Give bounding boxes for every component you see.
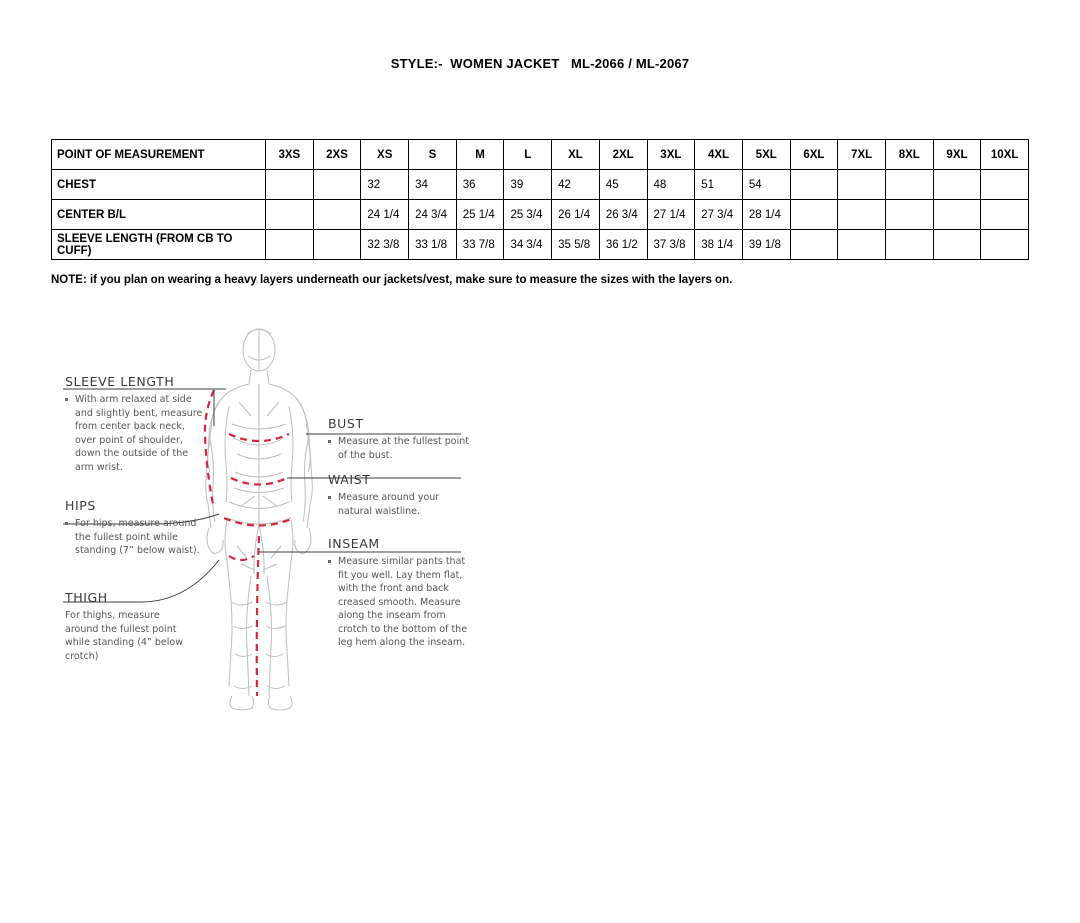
cell-sleeve-xl: 35 5/8 (552, 230, 600, 260)
callout-body-bust: Measure at the fullest point of the bust. (328, 435, 471, 462)
cell-centerbl-8xl (885, 200, 933, 230)
cell-centerbl-2xs (313, 200, 361, 230)
cell-sleeve-l: 34 3/4 (504, 230, 552, 260)
cell-sleeve-3xs (266, 230, 314, 260)
callout-inseam (328, 536, 471, 650)
column-header-s: S (409, 140, 457, 170)
cell-centerbl-2xl: 26 3/4 (599, 200, 647, 230)
column-header-9xl: 9XL (933, 140, 981, 170)
column-header-xl: XL (552, 140, 600, 170)
callout-body-hips: For hips, measure around the fullest point while standing (7” below waist). (65, 517, 203, 558)
cell-centerbl-6xl (790, 200, 838, 230)
cell-sleeve-10xl (981, 230, 1029, 260)
cell-centerbl-4xl: 27 3/4 (695, 200, 743, 230)
row-label-center-bl: CENTER B/L (52, 200, 266, 230)
callout-thigh (65, 590, 193, 663)
cell-sleeve-m: 33 7/8 (456, 230, 504, 260)
column-header-3xs: 3XS (266, 140, 314, 170)
cell-chest-6xl (790, 170, 838, 200)
body-outline-icon (206, 329, 313, 710)
table-header-row (52, 140, 1029, 170)
callout-title-inseam: INSEAM (328, 536, 380, 551)
callout-body-waist: Measure around your natural waistline. (328, 491, 471, 518)
thigh-measure-line (229, 556, 254, 560)
cell-centerbl-m: 25 1/4 (456, 200, 504, 230)
measurement-note: NOTE: if you plan on wearing a heavy layers underneath our jackets/vest, make sure to measure the sizes with the layers on. (51, 274, 733, 286)
callout-body-sleeve-length: With arm relaxed at side and slightly bent, measure from center back neck, over point of shoulder, down the outside of the arm wrist. (65, 393, 203, 474)
cell-chest-4xl: 51 (695, 170, 743, 200)
cell-sleeve-4xl: 38 1/4 (695, 230, 743, 260)
cell-chest-8xl (885, 170, 933, 200)
cell-chest-9xl (933, 170, 981, 200)
column-header-l: L (504, 140, 552, 170)
cell-sleeve-6xl (790, 230, 838, 260)
cell-chest-2xs (313, 170, 361, 200)
column-header-4xl: 4XL (695, 140, 743, 170)
measurement-diagram (51, 306, 471, 726)
cell-sleeve-7xl (838, 230, 886, 260)
size-chart-table (51, 139, 1029, 260)
cell-chest-s: 34 (409, 170, 457, 200)
cell-chest-3xs (266, 170, 314, 200)
inseam-measure-line (257, 536, 259, 696)
callout-bust (328, 416, 471, 462)
cell-centerbl-7xl (838, 200, 886, 230)
callout-title-bust: BUST (328, 416, 364, 431)
column-header-8xl: 8XL (885, 140, 933, 170)
column-header-2xs: 2XS (313, 140, 361, 170)
callout-title-waist: WAIST (328, 472, 371, 487)
callout-title-hips: HIPS (65, 498, 96, 513)
cell-centerbl-5xl: 28 1/4 (742, 200, 790, 230)
cell-centerbl-xl: 26 1/4 (552, 200, 600, 230)
cell-centerbl-10xl (981, 200, 1029, 230)
cell-centerbl-3xs (266, 200, 314, 230)
cell-centerbl-s: 24 3/4 (409, 200, 457, 230)
column-header-point-of-measurement: POINT OF MEASUREMENT (52, 140, 266, 170)
cell-chest-l: 39 (504, 170, 552, 200)
cell-chest-7xl (838, 170, 886, 200)
cell-chest-2xl: 45 (599, 170, 647, 200)
cell-sleeve-s: 33 1/8 (409, 230, 457, 260)
cell-chest-5xl: 54 (742, 170, 790, 200)
callout-title-sleeve-length: SLEEVE LENGTH (65, 374, 175, 389)
row-label-sleeve-length: SLEEVE LENGTH (FROM CB TO CUFF) (52, 230, 266, 260)
row-label-chest: CHEST (52, 170, 266, 200)
cell-sleeve-3xl: 37 3/8 (647, 230, 695, 260)
column-header-6xl: 6XL (790, 140, 838, 170)
callout-hips (65, 498, 203, 558)
cell-sleeve-9xl (933, 230, 981, 260)
column-header-m: M (456, 140, 504, 170)
table-row (52, 230, 1029, 260)
column-header-2xl: 2XL (599, 140, 647, 170)
callout-title-thigh: THIGH (65, 590, 108, 605)
table-row (52, 170, 1029, 200)
cell-sleeve-2xl: 36 1/2 (599, 230, 647, 260)
cell-chest-m: 36 (456, 170, 504, 200)
cell-sleeve-xs: 32 3/8 (361, 230, 409, 260)
measurement-lines (205, 390, 294, 696)
callout-sleeve-length (65, 374, 203, 474)
column-header-10xl: 10XL (981, 140, 1029, 170)
callout-body-thigh: For thighs, measure around the fullest point while standing (4” below crotch) (65, 610, 183, 662)
column-header-5xl: 5XL (742, 140, 790, 170)
table-row (52, 200, 1029, 230)
cell-chest-xs: 32 (361, 170, 409, 200)
callout-body-inseam: Measure similar pants that fit you well. Lay them flat, with the front and back creased smooth. Measure along the inseam from crotch to the bottom of the leg hem along the inseam. (328, 555, 471, 650)
callout-waist (328, 472, 471, 518)
cell-centerbl-9xl (933, 200, 981, 230)
cell-centerbl-3xl: 27 1/4 (647, 200, 695, 230)
column-header-3xl: 3XL (647, 140, 695, 170)
cell-centerbl-l: 25 3/4 (504, 200, 552, 230)
cell-chest-10xl (981, 170, 1029, 200)
cell-chest-3xl: 48 (647, 170, 695, 200)
column-header-7xl: 7XL (838, 140, 886, 170)
column-header-xs: XS (361, 140, 409, 170)
cell-sleeve-2xs (313, 230, 361, 260)
cell-sleeve-8xl (885, 230, 933, 260)
page-title: STYLE:- WOMEN JACKET ML-2066 / ML-2067 (390, 56, 690, 71)
cell-sleeve-5xl: 39 1/8 (742, 230, 790, 260)
cell-chest-xl: 42 (552, 170, 600, 200)
cell-centerbl-xs: 24 1/4 (361, 200, 409, 230)
